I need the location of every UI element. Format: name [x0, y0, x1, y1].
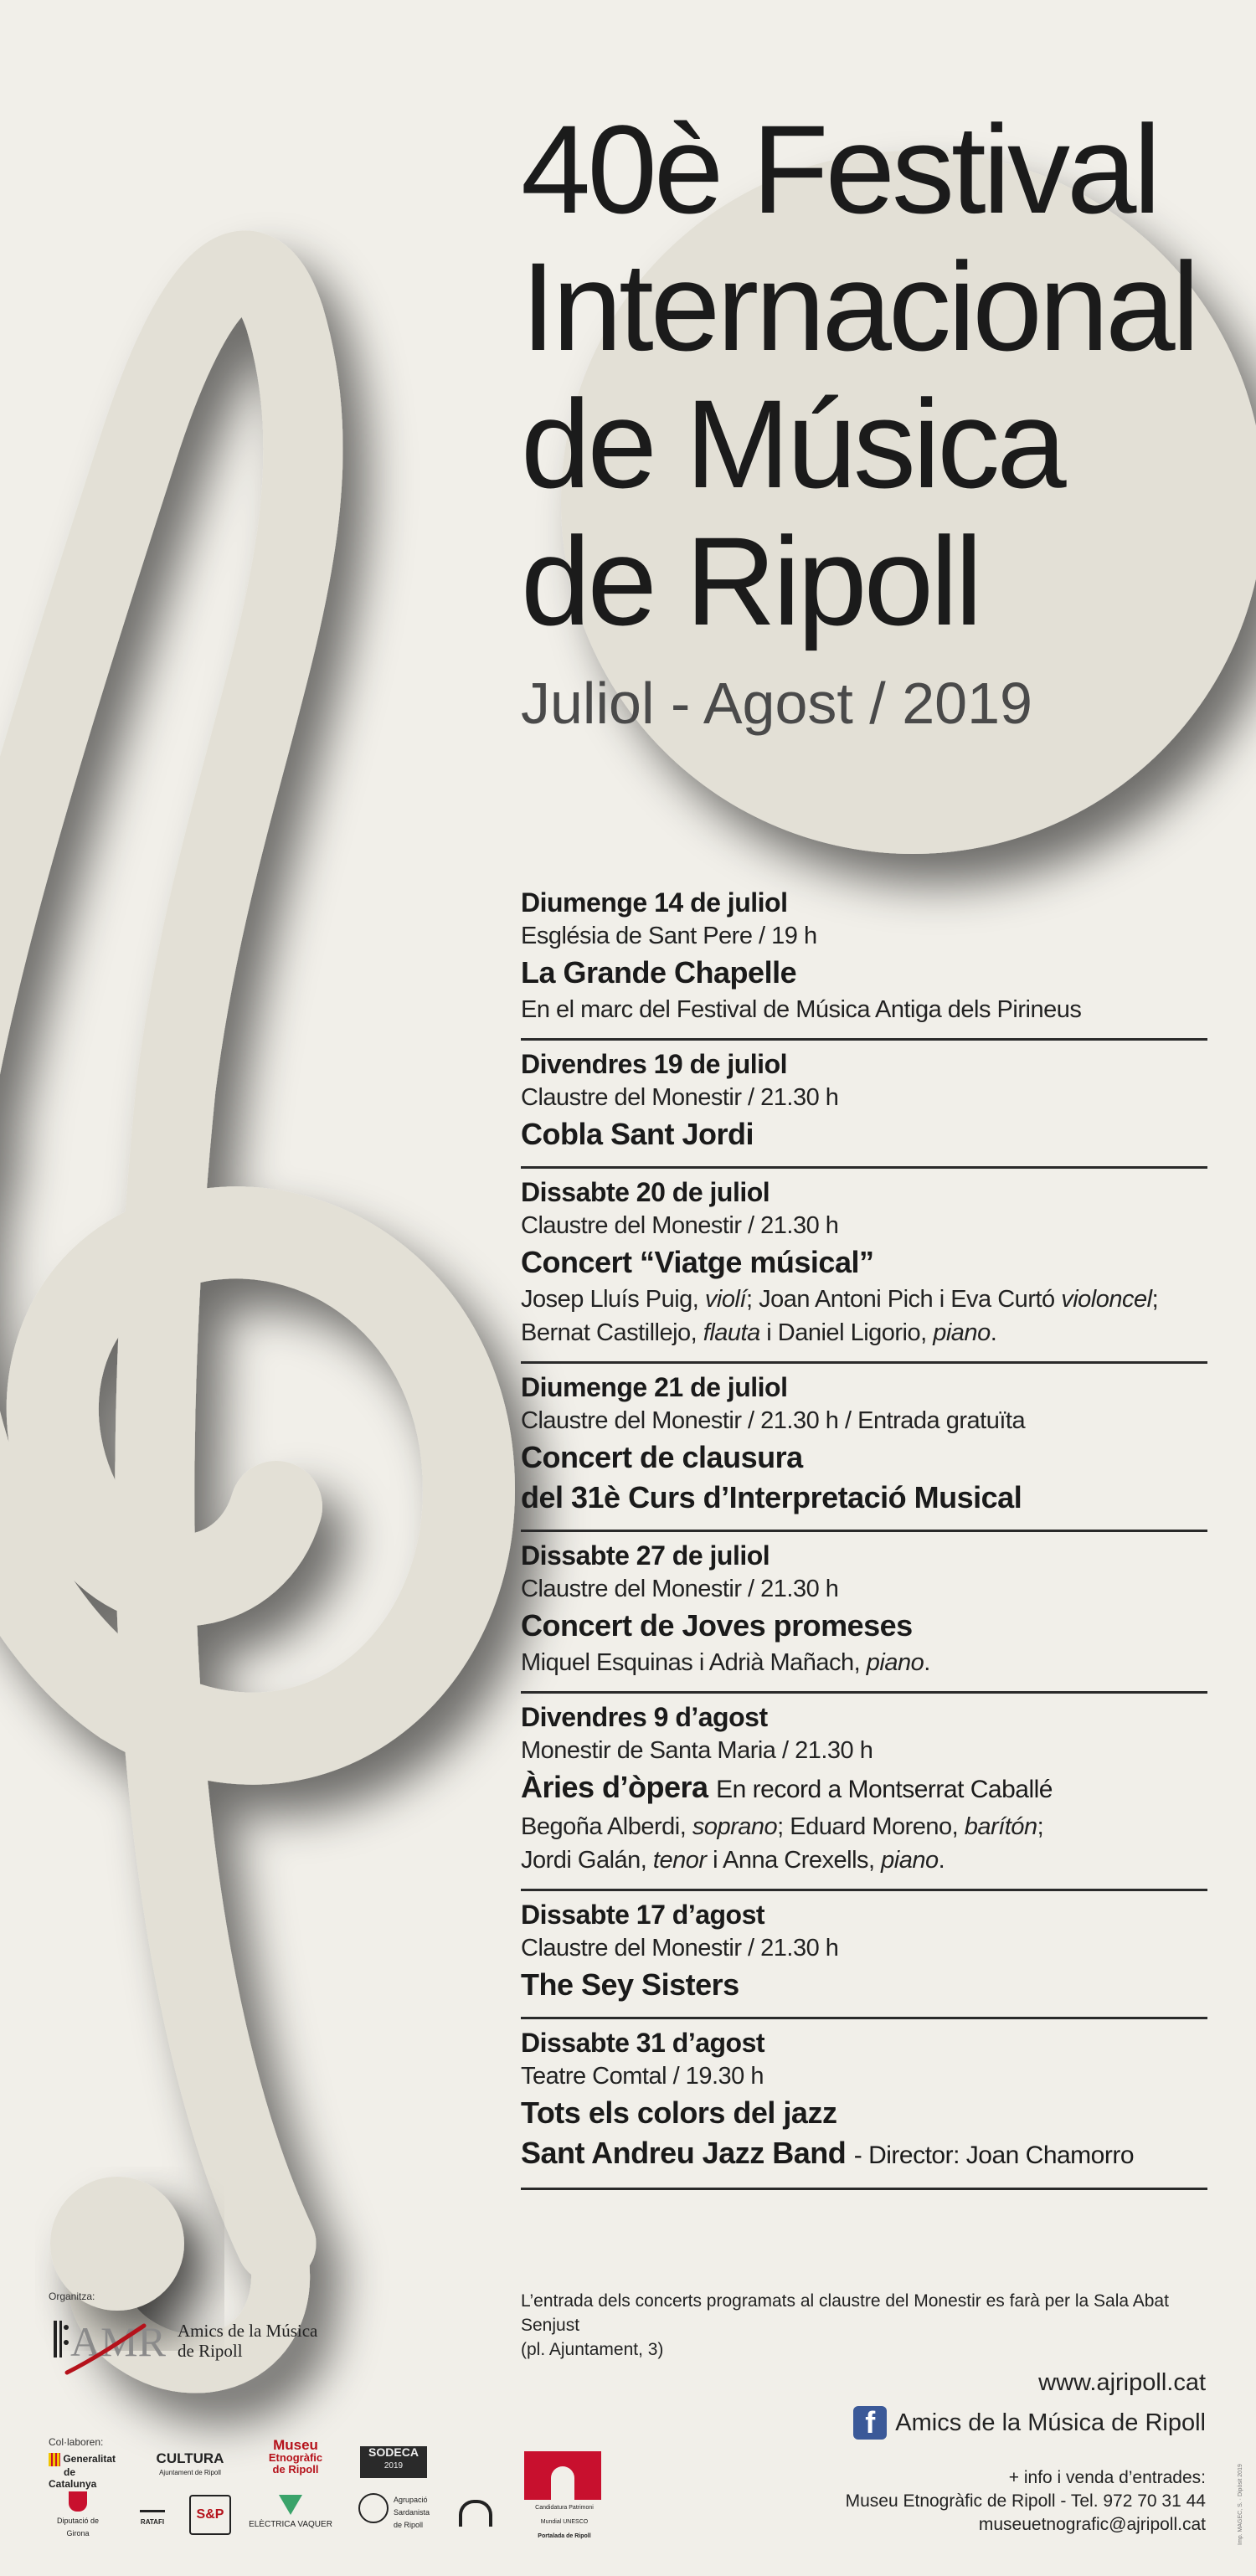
organizer-name-line: de Ripoll — [178, 2341, 243, 2361]
agrupacio-line1: Agrupació — [394, 2496, 428, 2504]
electrica-name: ELÈCTRICA VAQUER — [249, 2520, 332, 2529]
website-link[interactable]: www.ajripoll.cat — [1038, 2369, 1206, 2396]
ratafi-icon — [140, 2495, 165, 2512]
title-line: 40è Festival — [521, 99, 1158, 239]
museu-line2: Etnogràfic — [268, 2451, 323, 2464]
museu-line1: Museu — [273, 2437, 318, 2453]
sodeca-line1: SODECA — [368, 2445, 419, 2459]
note-line: (pl. Ajuntament, 3) — [521, 2340, 664, 2359]
organizer-name — [178, 2321, 328, 2361]
event-title: Concert “Viatge músical” — [521, 1245, 874, 1279]
sp-logo — [189, 2495, 231, 2535]
event-detail: Josep Lluís Puig, violí; Joan Antoni Pich i Eva Curtó violoncel; — [521, 1286, 1159, 1313]
festival-dates: Juliol - Agost / 2019 — [521, 671, 1032, 736]
event-item — [521, 879, 1207, 1041]
treble-clef-icon — [0, 270, 469, 2364]
event-date: Dissabte 27 de juliol — [521, 1540, 770, 1571]
unesco-line2: Mundial UNESCO — [540, 2519, 589, 2525]
museu-logo — [250, 2437, 342, 2476]
ticket-info — [846, 2466, 1206, 2537]
event-item — [521, 2019, 1207, 2190]
sodeca-line2: 2019 — [383, 2461, 404, 2471]
event-date: Diumenge 21 de juliol — [521, 1372, 788, 1402]
amr-letters: AMR — [70, 2318, 166, 2365]
event-date: Divendres 19 de juliol — [521, 1049, 787, 1079]
sp-text: S&P — [196, 2507, 224, 2522]
agrupacio-circle-icon — [358, 2493, 389, 2523]
agrupacio-line3: de Ripoll — [394, 2521, 424, 2529]
event-title: Concert de clausura — [521, 1440, 803, 1474]
event-date: Dissabte 20 de juliol — [521, 1177, 770, 1207]
generalitat-flag-icon — [49, 2453, 60, 2466]
contact-email[interactable]: museuetnografic@ajripoll.cat — [978, 2515, 1206, 2534]
electrica-logo — [245, 2495, 337, 2531]
electrica-v-icon — [279, 2495, 302, 2515]
event-venue: Claustre del Monestir / 21.30 h / Entrada gratuïta — [521, 1407, 1026, 1434]
unesco-logo — [524, 2451, 605, 2543]
unesco-line1: Candidatura Patrimoni — [535, 2505, 594, 2511]
event-venue: Claustre del Monestir / 21.30 h — [521, 1212, 839, 1239]
generalitat-line1: Generalitat — [63, 2453, 116, 2465]
event-date: Diumenge 14 de juliol — [521, 887, 788, 918]
title-line: Internacional — [521, 236, 1197, 377]
event-date: Divendres 9 d’agost — [521, 1702, 768, 1732]
concert-program — [521, 879, 1207, 2190]
event-venue: Claustre del Monestir / 21.30 h — [521, 1084, 839, 1111]
event-title: Concert de Joves promeses — [521, 1608, 913, 1643]
cultura-line1: CULTURA — [156, 2450, 224, 2466]
event-detail: Begoña Alberdi, soprano; Eduard Moreno, barítón; — [521, 1813, 1044, 1840]
event-title-text: Àries d’òpera — [521, 1770, 708, 1804]
diputacio-logo — [49, 2491, 107, 2539]
event-title — [521, 1767, 1207, 1810]
diputacio-name: Diputació de Girona — [56, 2517, 100, 2537]
collaborators-label: Col·laboren: — [49, 2436, 104, 2448]
event-title: Cobla Sant Jordi — [521, 1117, 754, 1151]
event-title-line2 — [521, 2133, 1207, 2176]
title-line: de Ripoll — [521, 511, 980, 651]
event-title: The Sey Sisters — [521, 1967, 739, 2002]
ratafi-logo — [131, 2495, 174, 2528]
event-title-text: Sant Andreu Jazz Band — [521, 2136, 847, 2170]
agrupacio-logo — [358, 2493, 450, 2531]
organizer-logo — [52, 2309, 328, 2376]
organizer-name-line: Amics de la Música — [178, 2321, 318, 2341]
event-date: Dissabte 17 d’agost — [521, 1900, 765, 1930]
diputacio-shield-icon — [69, 2491, 87, 2512]
festival-title — [521, 100, 1241, 650]
title-line: de Música — [521, 373, 1063, 514]
generalitat-logo — [49, 2453, 124, 2490]
event-title-line2: del 31è Curs d’Interpretació Musical — [521, 1480, 1022, 1514]
ticket-info-line: Museu Etnogràfic de Ripoll - Tel. 972 70 31 44 — [845, 2491, 1206, 2511]
event-detail: Bernat Castillejo, flauta i Daniel Ligorio, piano. — [521, 1319, 997, 1346]
sodeca-logo — [360, 2446, 427, 2478]
event-venue: Monestir de Santa Maria / 21.30 h — [521, 1737, 873, 1764]
event-detail: En el marc del Festival de Música Antiga dels Pirineus — [521, 996, 1082, 1023]
event-venue: Teatre Comtal / 19.30 h — [521, 2063, 764, 2090]
agrupacio-line2: Sardanista — [394, 2508, 430, 2517]
cultura-line2: Ajuntament de Ripoll — [159, 2469, 221, 2476]
event-detail: Miquel Esquinas i Adrià Mañach, piano. — [521, 1649, 930, 1676]
event-item — [521, 1532, 1207, 1694]
event-venue: Claustre del Monestir / 21.30 h — [521, 1935, 839, 1962]
ticket-info-line: + info i venda d’entrades: — [1008, 2468, 1206, 2487]
event-item — [521, 1041, 1207, 1169]
amr-logo-icon — [52, 2309, 173, 2376]
event-title: Tots els colors del jazz — [521, 2095, 837, 2130]
event-item — [521, 1891, 1207, 2019]
generalitat-line2: de Catalunya — [49, 2466, 97, 2490]
event-venue: Església de Sant Pere / 19 h — [521, 923, 817, 949]
event-venue: Claustre del Monestir / 21.30 h — [521, 1576, 839, 1602]
museu-line3: de Ripoll — [272, 2463, 319, 2476]
event-title-suffix: En record a Montserrat Caballé — [716, 1776, 1053, 1803]
event-date: Dissabte 31 d’agost — [521, 2028, 765, 2058]
arch-logo — [459, 2500, 492, 2529]
facebook-name: Amics de la Música de Ripoll — [895, 2409, 1206, 2436]
facebook-link[interactable] — [853, 2404, 1206, 2441]
entrance-note — [521, 2289, 1224, 2362]
unesco-portal-icon — [524, 2451, 601, 2500]
unesco-line3: Portalada de Ripoll — [538, 2533, 591, 2539]
event-item — [521, 1364, 1207, 1532]
event-title-suffix: - Director: Joan Chamorro — [853, 2142, 1135, 2169]
ratafi-name: RATAFI — [140, 2518, 165, 2526]
organizer-label: Organitza: — [49, 2291, 95, 2302]
facebook-icon: f — [853, 2406, 887, 2440]
event-item — [521, 1694, 1207, 1891]
event-detail: Jordi Galán, tenor i Anna Crexells, piano. — [521, 1847, 945, 1874]
cultura-logo — [144, 2450, 236, 2479]
event-title: La Grande Chapelle — [521, 955, 797, 990]
event-item — [521, 1169, 1207, 1364]
arch-icon — [459, 2500, 492, 2527]
print-credit: Imp. MAGEC, S. · Dipòsit 2019 — [1238, 2464, 1243, 2545]
note-line: L’entrada dels concerts programats al claustre del Monestir es farà per la Sala Abat Senjust — [521, 2291, 1169, 2335]
